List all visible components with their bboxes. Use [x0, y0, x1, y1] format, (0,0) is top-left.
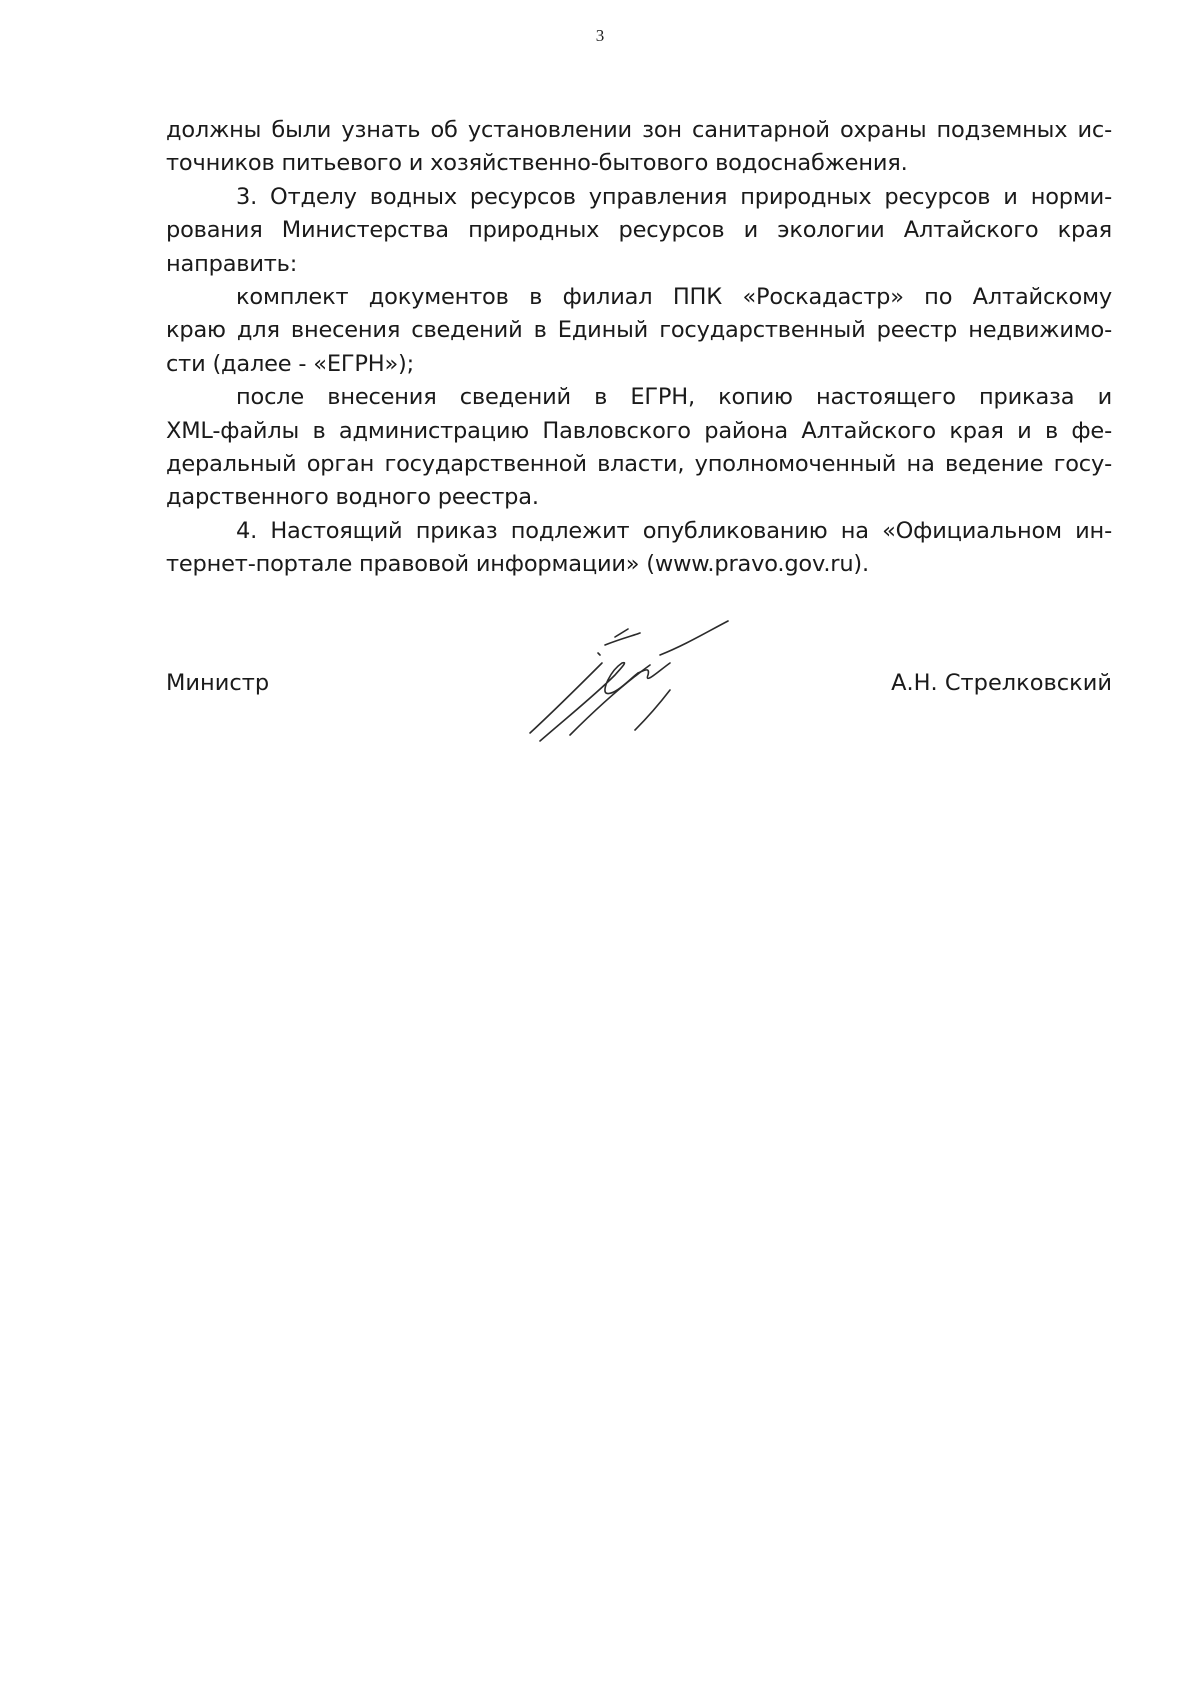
signer-title: Министр — [166, 670, 270, 696]
body-line: сти (далее - «ЕГРН»); — [166, 350, 414, 377]
body-line: XML-файлы в администрацию Павловского района Алтайского края и в фе- — [166, 417, 1112, 444]
document-body — [166, 114, 1112, 581]
body-line: должны были узнать об установлении зон санитарной охраны подземных ис- — [166, 117, 1112, 143]
list-item-line: комплект документов в филиал ППК «Роскадастр» по Алтайскому — [236, 283, 1112, 310]
body-line: краю для внесения сведений в Единый государственный реестр недвижимо- — [166, 317, 1112, 344]
signer-name: А.Н. Стрелковский — [891, 670, 1112, 696]
body-line: тернет-портале правовой информации» (www.pravo.gov.ru). — [166, 551, 869, 578]
paragraph-4-line: 4. Настоящий приказ подлежит опубликованию на «Официальном ин- — [236, 517, 1112, 544]
paragraph-3-line: 3. Отделу водных ресурсов управления природных ресурсов и норми- — [236, 183, 1112, 210]
body-line: направить: — [166, 250, 298, 277]
list-item-line: после внесения сведений в ЕГРН, копию настоящего приказа и — [236, 384, 1112, 411]
body-line: рования Министерства природных ресурсов и экологии Алтайского края — [166, 217, 1112, 244]
page-number: 3 — [595, 26, 605, 45]
body-line: дарственного водного реестра. — [166, 484, 539, 511]
body-line: деральный орган государственной власти, уполномоченный на ведение госу- — [166, 450, 1112, 477]
handwritten-signature-icon — [510, 615, 740, 750]
body-line: точников питьевого и хозяйственно-бытового водоснабжения. — [166, 150, 908, 177]
